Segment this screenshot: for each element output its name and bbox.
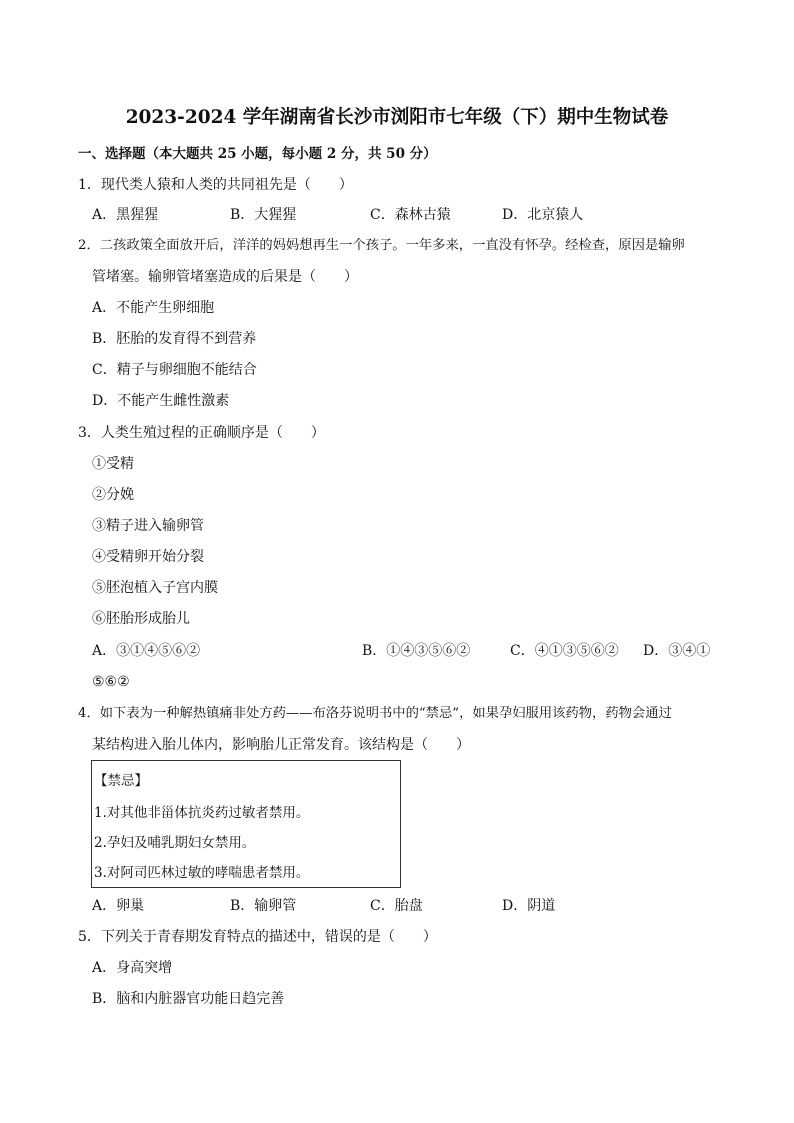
question-3-stem: 3．人类生殖过程的正确顺序是（ ）: [78, 425, 325, 441]
q3-option-d: D．③④①: [643, 643, 711, 659]
q4-option-b: B．输卵管: [230, 898, 297, 914]
q4-option-d: D．阴道: [502, 898, 556, 914]
q4-option-c: C．胎盘: [370, 898, 423, 914]
q5-option-a: A．身高突增: [92, 960, 173, 976]
q4-option-a: A．卵巢: [92, 898, 145, 914]
question-4-stem-line1: 4．如下表为一种解热镇痛非处方药——布洛芬说明书中的“禁忌”，如果孕妇服用该药物，药物会通过: [78, 706, 672, 721]
contraindication-2: 2.孕妇及哺乳期妇女禁用。: [94, 835, 256, 851]
q1-option-a: A．黑猩猩: [92, 207, 159, 223]
q3-step-3: ③精子进入输卵管: [92, 518, 204, 534]
q1-option-c: C．森林古猿: [370, 207, 451, 223]
question-2-stem-line2: 管堵塞。输卵管堵塞造成的后果是（ ）: [92, 269, 358, 285]
q3-step-5: ⑤胚泡植入子宫内膜: [92, 580, 218, 596]
q5-option-b: B．脑和内脏器官功能日趋完善: [92, 991, 285, 1007]
q1-option-b: B．大猩猩: [230, 207, 297, 223]
q3-option-c: C．④①③⑤⑥②: [510, 643, 619, 659]
contraindication-3: 3.对阿司匹林过敏的哮喘患者禁用。: [94, 865, 310, 881]
section-heading: 一、选择题（本大题共 25 小题，每小题 2 分，共 50 分）: [78, 146, 437, 162]
q3-option-b: B．①④③⑤⑥②: [362, 643, 471, 659]
q2-option-c: C．精子与卵细胞不能结合: [92, 362, 257, 378]
question-2-stem-line1: 2．二孩政策全面放开后，洋洋的妈妈想再生一个孩子。一年多来，一直没有怀孕。经检查，原因是输卵: [78, 238, 685, 253]
question-1-stem: 1．现代类人猿和人类的共同祖先是（ ）: [78, 177, 353, 193]
q2-option-d: D．不能产生雌性激素: [92, 393, 230, 409]
q3-step-4: ④受精卵开始分裂: [92, 549, 204, 565]
q3-step-6: ⑥胚胎形成胎儿: [92, 611, 190, 627]
question-5-stem: 5．下列关于青春期发育特点的描述中，错误的是（ ）: [78, 929, 437, 945]
q3-option-d-continued: ⑤⑥②: [92, 674, 130, 690]
page-title: 2023-2024 学年湖南省长沙市浏阳市七年级（下）期中生物试卷: [125, 107, 669, 128]
contraindication-1: 1.对其他非甾体抗炎药过敏者禁用。: [94, 805, 310, 821]
contraindications-heading: 【禁忌】: [94, 773, 148, 789]
question-4-stem-line2: 某结构进入胎儿体内，影响胎儿正常发育。该结构是（ ）: [92, 737, 470, 753]
q3-step-1: ①受精: [92, 456, 134, 472]
q1-option-d: D．北京猿人: [502, 207, 584, 223]
q2-option-a: A．不能产生卵细胞: [92, 300, 215, 316]
q3-option-a: A．③①④⑤⑥②: [92, 643, 201, 659]
q2-option-b: B．胚胎的发育得不到营养: [92, 331, 257, 347]
contraindications-box: [91, 760, 401, 888]
q3-step-2: ②分娩: [92, 487, 134, 503]
